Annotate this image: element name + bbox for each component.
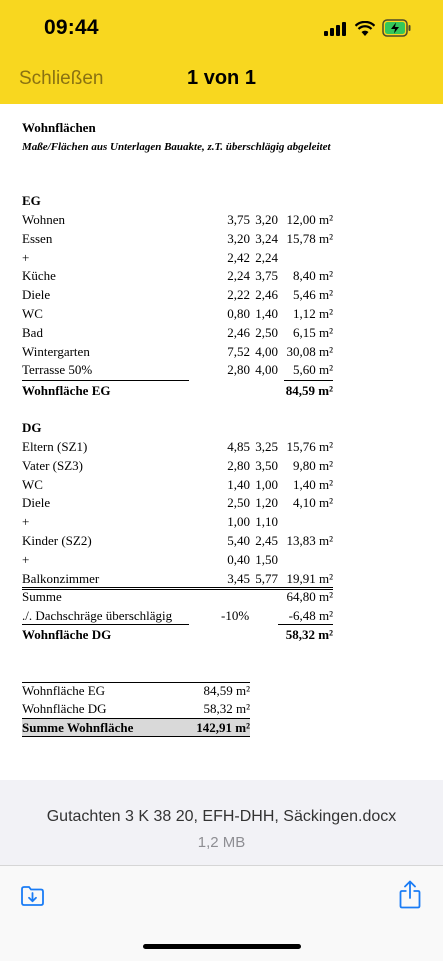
document-title: Wohnflächen xyxy=(22,120,96,135)
eg-row-dim-a: 2,80 xyxy=(227,362,250,378)
save-to-files-icon[interactable] xyxy=(20,885,45,906)
eg-row-label: Küche xyxy=(22,268,56,284)
eg-row-label: Essen xyxy=(22,230,53,246)
eg-row-label: + xyxy=(22,249,30,265)
home-indicator[interactable] xyxy=(143,944,301,949)
eg-total-label: Wohnfläche EG xyxy=(22,383,111,398)
eg-row-dim-b: 2,24 xyxy=(255,249,278,265)
dg-row-label: WC xyxy=(22,476,43,492)
dg-row-area: 19,91 m² xyxy=(286,570,333,586)
eg-total-value: 84,59 m² xyxy=(285,383,333,398)
eg-row-label: Diele xyxy=(22,287,51,303)
file-info-area xyxy=(0,780,443,960)
dg-total-value: 58,32 m² xyxy=(285,627,333,642)
dg-total-label: Wohnfläche DG xyxy=(22,627,112,642)
eg-row-dim-a: 2,24 xyxy=(227,268,250,284)
eg-row-area: 30,08 m² xyxy=(286,343,333,359)
summary-bottom-rule xyxy=(22,736,250,737)
share-icon[interactable] xyxy=(399,880,421,909)
summary-dg-value: 58,32 m² xyxy=(203,701,250,716)
eg-row-dim-a: 2,42 xyxy=(227,249,250,265)
eg-row-dim-a: 3,20 xyxy=(227,230,250,246)
document-subtitle: Maße/Flächen aus Unterlagen Bauakte, z.T. überschlägig abgeleitet xyxy=(22,141,331,153)
summary-dg-label: Wohnfläche DG xyxy=(22,701,107,716)
eg-row-area: 5,60 m² xyxy=(292,362,333,378)
dg-row-label: Kinder (SZ2) xyxy=(22,533,92,548)
dg-sum-value: 64,80 m² xyxy=(286,589,333,604)
dg-row-label: + xyxy=(22,551,30,567)
dg-row-dim-a: 2,50 xyxy=(227,495,250,511)
dg-row-dim-b: 1,10 xyxy=(255,514,278,530)
eg-underline-right xyxy=(284,380,333,381)
eg-row-area: 1,12 m² xyxy=(292,306,333,321)
eg-row-label: Terrasse 50% xyxy=(22,362,93,378)
eg-row-dim-b: 2,46 xyxy=(255,287,278,303)
eg-row-dim-a: 0,80 xyxy=(227,306,250,321)
dg-row-label: Balkonzimmer xyxy=(22,570,100,586)
dg-row-area: 13,83 m² xyxy=(286,533,333,548)
eg-row-area: 15,78 m² xyxy=(286,230,333,246)
cellular-signal-icon xyxy=(324,22,346,36)
close-button[interactable]: Schließen xyxy=(19,68,104,89)
dg-row-label: Diele xyxy=(22,495,51,511)
dg-row-label: Eltern (SZ1) xyxy=(22,439,88,454)
eg-row-dim-a: 7,52 xyxy=(227,343,250,359)
dg-row-dim-a: 1,00 xyxy=(227,514,250,530)
file-size: 1,2 MB xyxy=(197,834,246,851)
eg-row-dim-b: 3,24 xyxy=(255,230,278,246)
dg-row-dim-b: 1,20 xyxy=(255,495,278,511)
page-counter-title: 1 von 1 xyxy=(187,67,256,89)
summary-eg-value: 84,59 m² xyxy=(203,683,250,698)
dg-heading: DG xyxy=(22,420,42,435)
eg-row-dim-b: 3,20 xyxy=(255,212,278,227)
dg-row-label: + xyxy=(22,514,30,530)
eg-row-dim-a: 2,22 xyxy=(227,287,250,303)
eg-row-dim-b: 1,40 xyxy=(255,306,278,321)
document-preview[interactable] xyxy=(0,104,443,780)
dg-row-dim-a: 2,80 xyxy=(227,457,250,473)
dg-deduction-label: ./. Dachschräge überschlägig xyxy=(22,608,173,623)
dg-row-label: Vater (SZ3) xyxy=(22,457,84,473)
eg-row-label: Bad xyxy=(22,324,43,340)
battery-charging-icon xyxy=(382,19,412,37)
eg-row-area: 5,46 m² xyxy=(292,287,333,303)
dg-row-area: 9,80 m² xyxy=(292,457,333,473)
wifi-icon xyxy=(355,21,375,36)
dg-row-dim-a: 5,40 xyxy=(227,533,250,548)
eg-row-dim-b: 4,00 xyxy=(255,343,278,359)
dg-deduction-percent: -10% xyxy=(221,608,250,623)
summary-total-label: Summe Wohnfläche xyxy=(22,720,134,735)
dg-row-area: 4,10 m² xyxy=(292,495,333,511)
eg-underline-left xyxy=(22,380,189,381)
dg-sum-label: Summe xyxy=(22,589,62,604)
bottom-toolbar xyxy=(0,865,443,961)
eg-row-label: WC xyxy=(22,306,43,321)
eg-heading: EG xyxy=(22,193,41,208)
eg-row-label: Wohnen xyxy=(22,212,65,227)
dg-row-dim-a: 4,85 xyxy=(227,439,250,454)
status-bar xyxy=(0,0,443,58)
summary-eg-label: Wohnfläche EG xyxy=(22,683,106,698)
dg-row-area: 1,40 m² xyxy=(292,476,333,492)
dg-underline-right xyxy=(278,624,333,625)
eg-row-dim-b: 4,00 xyxy=(255,362,278,378)
eg-row-label: Wintergarten xyxy=(22,343,90,359)
dg-row-dim-b: 3,50 xyxy=(255,457,278,473)
summary-total-value: 142,91 m² xyxy=(196,720,250,735)
dg-row-dim-b: 2,45 xyxy=(255,533,278,548)
status-time: 09:44 xyxy=(44,16,99,39)
dg-row-dim-a: 1,40 xyxy=(227,476,250,492)
dg-row-area: 15,76 m² xyxy=(286,439,333,454)
dg-row-dim-b: 1,00 xyxy=(255,476,278,492)
dg-underline-left xyxy=(22,624,189,625)
dg-row-dim-a: 0,40 xyxy=(227,551,250,567)
eg-row-dim-b: 3,75 xyxy=(255,268,278,284)
eg-row-dim-a: 3,75 xyxy=(227,212,250,227)
eg-row-area: 8,40 m² xyxy=(292,268,333,284)
eg-row-area: 6,15 m² xyxy=(292,324,333,340)
file-name: Gutachten 3 K 38 20, EFH-DHH, Säckingen.docx xyxy=(46,808,397,825)
dg-row-dim-b: 5,77 xyxy=(255,570,278,586)
eg-row-dim-a: 2,46 xyxy=(227,324,250,340)
navigation-bar xyxy=(0,58,443,104)
dg-deduction-value: -6,48 m² xyxy=(288,608,333,623)
dg-row-dim-b: 3,25 xyxy=(255,439,278,454)
dg-row-dim-b: 1,50 xyxy=(255,551,278,567)
eg-row-area: 12,00 m² xyxy=(286,212,333,227)
eg-row-dim-b: 2,50 xyxy=(255,324,278,340)
dg-row-dim-a: 3,45 xyxy=(227,570,250,586)
